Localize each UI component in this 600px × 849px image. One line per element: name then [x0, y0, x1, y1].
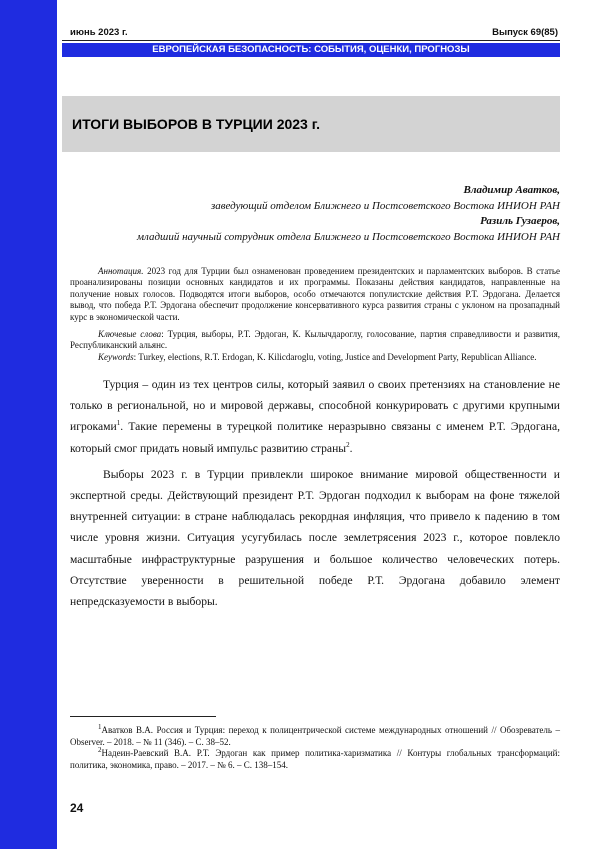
page-number: 24: [70, 801, 84, 815]
footnote-text: Надеин-Раевский В.А. Р.Т. Эрдоган как пример политика-харизматика // Контуры глобальных трансформаций: политика, экономика, право. – 2017. – № 6. – С. 138–154.: [70, 748, 560, 770]
author-block: [137, 183, 560, 245]
keywords-en-list: : Turkey, elections, R.T. Erdogan, K. Kilicdaroglu, voting, Justice and Development Party, Republican Alliance.: [133, 351, 537, 362]
issue-date: июнь 2023 г.: [70, 27, 128, 38]
abstract: [70, 266, 560, 363]
title-box: [62, 96, 560, 152]
keywords-list: : Турция, выборы, Р.Т. Эрдоган, К. Кылычдароглу, голосование, партия справедливости и развития, Республиканский альянс.: [70, 329, 560, 351]
author-name: Разиль Гузаеров,: [480, 215, 560, 227]
body-text: Турция – один из тех центров силы, который заявил о своих претензиях на становление не только в региональной, но и мировой державы, способной конкурировать с другими крупными игроками: [70, 378, 560, 434]
footnote-number: 1: [98, 723, 102, 731]
footnote-text: Аватков В.А. Россия и Турция: переход к полицентрической системе международных отношений // Обозреватель – Observer. – 2018. – № 11 (346). – С. 38–52.: [70, 725, 560, 747]
abstract-label: Аннотация.: [98, 266, 144, 276]
abstract-body: 2023 год для Турции был ознаменован проведением президентских и парламентских выборов. В статье проанализированы позиции основных кандидатов и их программы. Показаны действия кандидатов, направленные на получение новых голосов. Подводятся итоги выборов, особо отмечаются популистские действия Р.Т. Эрдогана. Делается вывод, что победа Р.Т. Эрдогана обеспечит продолжение консервативного курса развития страны с уклоном на прозападный курс в экономической части.: [70, 266, 561, 322]
footnote: [70, 725, 560, 748]
body-paragraph: [70, 374, 560, 459]
author-role: младший научный сотрудник отдела Ближнего и Постсоветского Востока ИНИОН РАН: [137, 230, 560, 243]
footnote-number: 2: [98, 746, 102, 755]
side-stripe: [0, 0, 57, 849]
footnotes: [70, 725, 560, 771]
keywords-en: [70, 352, 560, 363]
keywords-ru: [70, 329, 560, 352]
header-rule: [62, 40, 560, 41]
issue-number: Выпуск 69(85): [492, 27, 558, 38]
body-text: . Такие перемены в турецкой политике неразрывно связаны с именем Р.Т. Эрдогана, который смог придать новый импульс развитию страны: [70, 420, 560, 455]
section-banner: ЕВРОПЕЙСКАЯ БЕЗОПАСНОСТЬ: СОБЫТИЯ, ОЦЕНКИ, ПРОГНОЗЫ: [62, 43, 560, 57]
article-body: [70, 374, 560, 612]
article-title: ИТОГИ ВЫБОРОВ В ТУРЦИИ 2023 г.: [72, 116, 321, 132]
body-paragraph: Выборы 2023 г. в Турции привлекли широкое внимание мировой общественности и экспертной среды. Действующий президент Р.Т. Эрдоган подходил к выборам на фоне тяжелой внутренней ситуации: в стране наблюдалась рекордная инфляция, что привело к падению в том числе уровня жизни. Ситуация усугубилась после землетрясения 2023 г., которое повлекло масштабные инфраструктурные разрушения и большое количество человеческих потерь. Отсутствие уверенности в решительной победе Р.Т. Эрдогана добавило элемент непредсказуемости в выборы.: [70, 467, 560, 609]
author-name: Владимир Аватков,: [463, 184, 560, 196]
keywords-label: Ключевые слова: [98, 329, 162, 340]
footnote-rule: [70, 716, 216, 717]
footnote: [70, 748, 560, 771]
body-text: .: [349, 441, 353, 455]
footnote-ref[interactable]: 2: [346, 440, 350, 449]
keywords-en-label: Keywords: [98, 351, 134, 362]
abstract-text: [70, 266, 560, 323]
footnote-ref[interactable]: 1: [116, 419, 121, 428]
author-role: заведующий отделом Ближнего и Постсоветского Востока ИНИОН РАН: [210, 199, 560, 212]
